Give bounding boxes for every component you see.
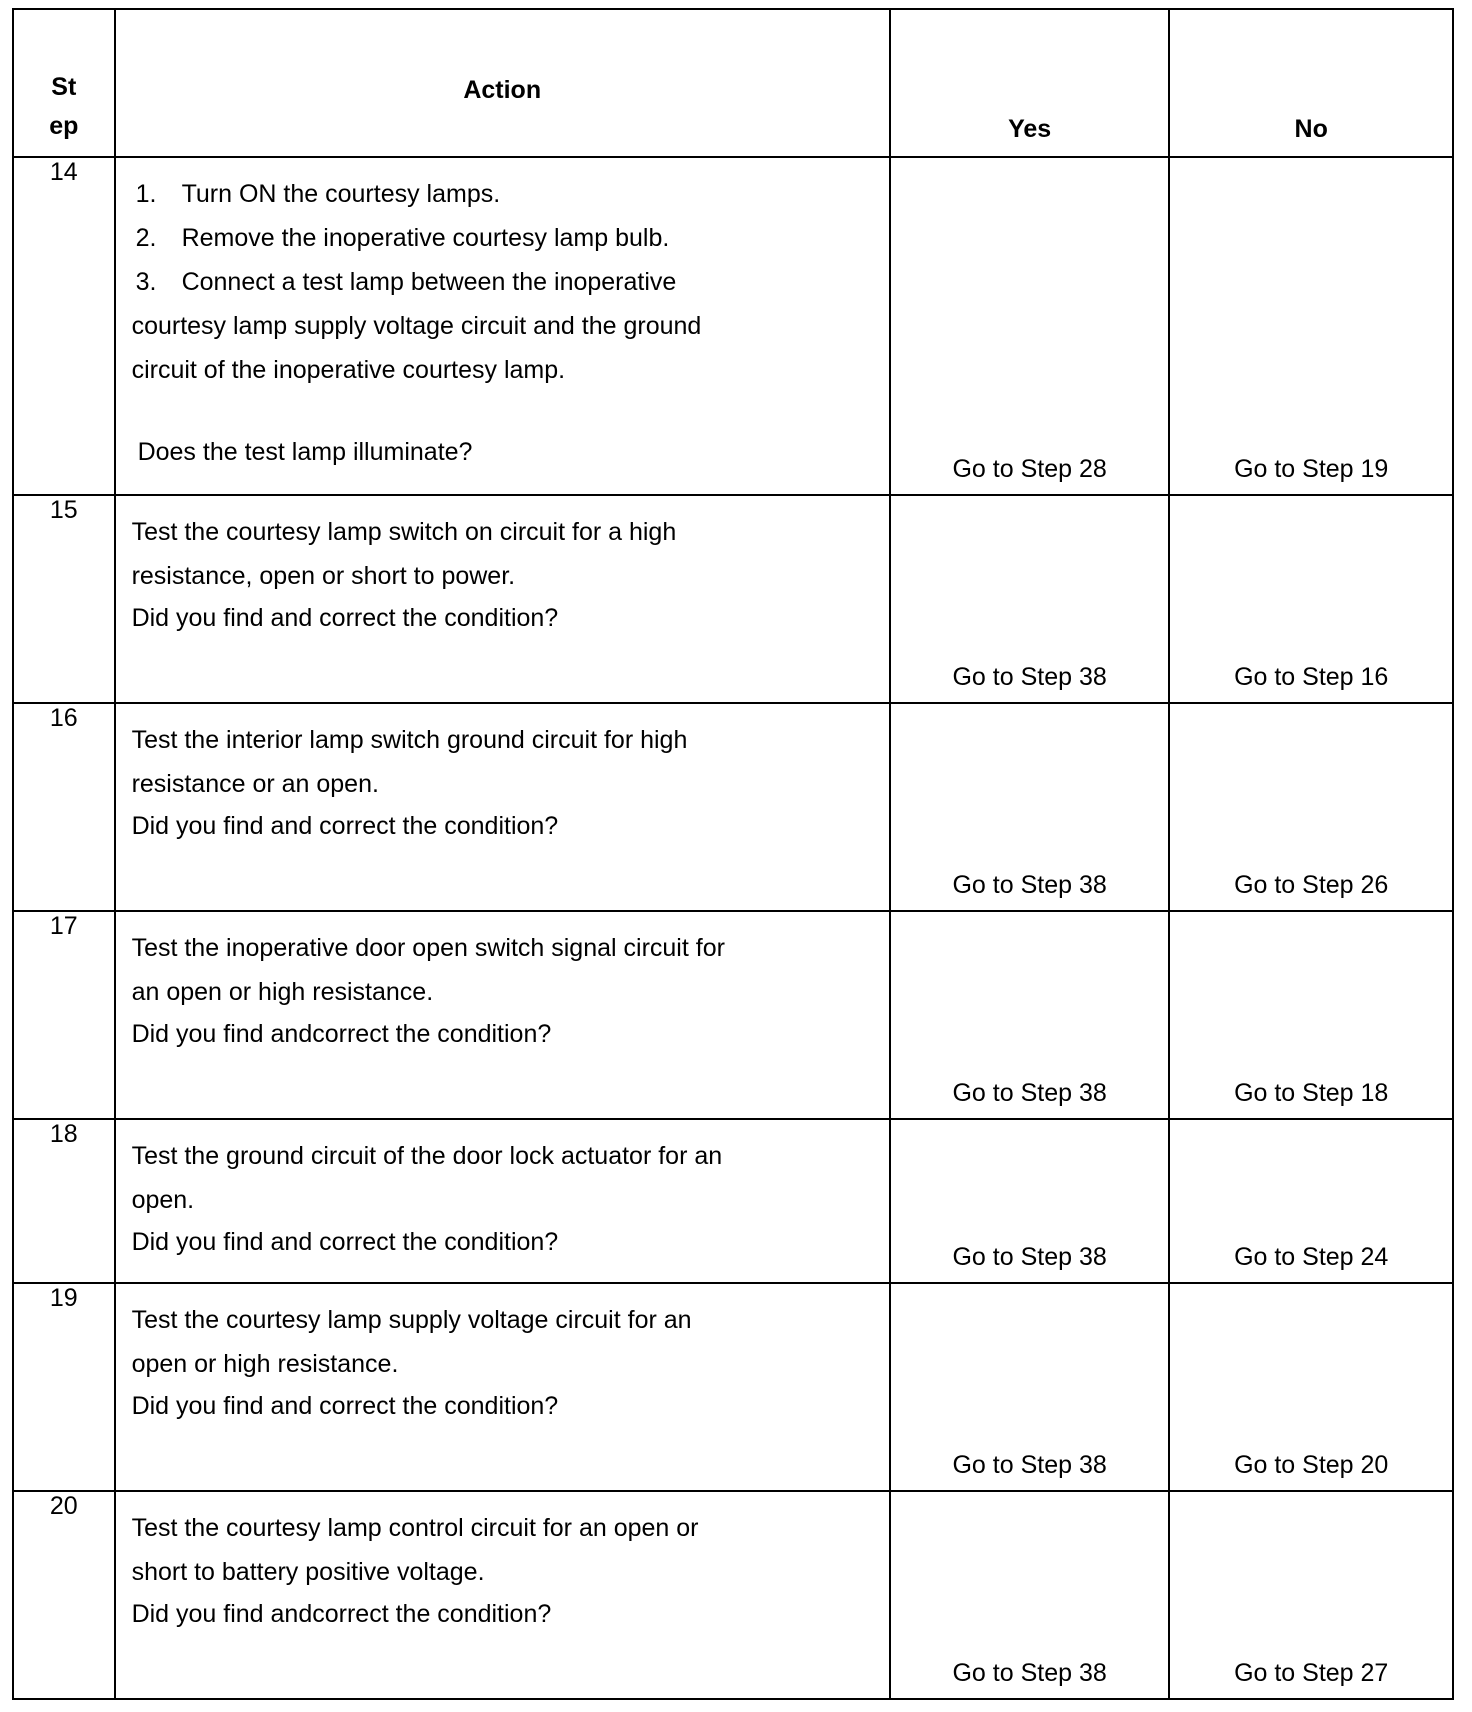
header-no-label: No xyxy=(1294,115,1328,143)
instruction-text: Remove the inoperative courtesy lamp bulb. xyxy=(181,224,670,252)
header-step-line2: ep xyxy=(49,112,79,140)
no-outcome: Go to Step 20 xyxy=(1234,1451,1389,1479)
yes-outcome: Go to Step 38 xyxy=(952,663,1107,691)
no-outcome: Go to Step 16 xyxy=(1234,663,1389,691)
step-number: 20 xyxy=(13,1491,115,1699)
action-cell xyxy=(115,1283,890,1491)
action-question: Did you find andcorrect the condition? xyxy=(131,1020,552,1048)
action-cell xyxy=(115,911,890,1119)
numbered-instruction xyxy=(132,172,889,216)
header-yes-label: Yes xyxy=(1008,115,1052,143)
step-number: 18 xyxy=(13,1119,115,1283)
diagnostic-steps-table xyxy=(12,8,1454,1700)
action-question: Did you find and correct the condition? xyxy=(131,1228,559,1256)
yes-outcome: Go to Step 38 xyxy=(952,1659,1107,1687)
table-row xyxy=(13,703,1453,911)
header-action-label: Action xyxy=(463,76,542,104)
header-no xyxy=(1169,9,1453,157)
action-cell xyxy=(115,703,890,911)
yes-cell xyxy=(890,1119,1170,1283)
no-cell xyxy=(1169,911,1453,1119)
yes-cell xyxy=(890,1283,1170,1491)
step-number: 16 xyxy=(13,703,115,911)
action-text: Test the courtesy lamp control circuit for an open or xyxy=(131,1514,699,1542)
no-cell xyxy=(1169,157,1453,495)
no-outcome: Go to Step 18 xyxy=(1234,1079,1389,1107)
no-cell xyxy=(1169,1283,1453,1491)
action-text: Test the inoperative door open switch signal circuit for xyxy=(131,934,725,962)
yes-outcome: Go to Step 38 xyxy=(952,1243,1107,1271)
instruction-number: 3. xyxy=(135,268,157,296)
action-text: Test the courtesy lamp switch on circuit for a high xyxy=(131,518,677,546)
no-outcome: Go to Step 24 xyxy=(1234,1243,1389,1271)
action-text: Test the courtesy lamp supply voltage circuit for an xyxy=(131,1306,692,1334)
no-outcome: Go to Step 26 xyxy=(1234,871,1389,899)
action-question: Did you find and correct the condition? xyxy=(131,604,559,632)
yes-outcome: Go to Step 28 xyxy=(952,455,1107,483)
action-text: Test the interior lamp switch ground circuit for high xyxy=(131,726,688,754)
instruction-continuation: circuit of the inoperative courtesy lamp. xyxy=(131,356,566,384)
no-outcome: Go to Step 27 xyxy=(1234,1659,1389,1687)
action-question: Does the test lamp illuminate? xyxy=(137,438,473,466)
numbered-instruction xyxy=(132,216,889,260)
step-number: 14 xyxy=(13,157,115,495)
no-cell xyxy=(1169,1119,1453,1283)
action-question: Did you find and correct the condition? xyxy=(131,812,559,840)
table-row xyxy=(13,911,1453,1119)
no-cell xyxy=(1169,495,1453,703)
table-row xyxy=(13,1119,1453,1283)
no-outcome: Go to Step 19 xyxy=(1234,455,1389,483)
step-number: 17 xyxy=(13,911,115,1119)
yes-cell xyxy=(890,157,1170,495)
no-cell xyxy=(1169,1491,1453,1699)
yes-cell xyxy=(890,911,1170,1119)
numbered-instruction xyxy=(132,260,889,304)
yes-cell xyxy=(890,703,1170,911)
header-step-line1: St xyxy=(51,73,77,101)
header-step xyxy=(13,9,115,157)
header-yes xyxy=(890,9,1170,157)
action-cell xyxy=(115,157,890,495)
action-text: resistance or an open. xyxy=(131,770,379,798)
action-text: an open or high resistance. xyxy=(131,978,434,1006)
yes-cell xyxy=(890,1491,1170,1699)
yes-outcome: Go to Step 38 xyxy=(952,1451,1107,1479)
action-text: open. xyxy=(131,1186,195,1214)
instruction-continuation: courtesy lamp supply voltage circuit and the ground xyxy=(131,312,702,340)
table-row xyxy=(13,1283,1453,1491)
action-text: resistance, open or short to power. xyxy=(131,562,516,590)
instruction-text: Connect a test lamp between the inoperative xyxy=(181,268,677,296)
action-cell xyxy=(115,495,890,703)
yes-outcome: Go to Step 38 xyxy=(952,1079,1107,1107)
action-text: short to battery positive voltage. xyxy=(131,1558,485,1586)
header-row xyxy=(13,9,1453,157)
step-number: 15 xyxy=(13,495,115,703)
action-cell xyxy=(115,1491,890,1699)
instruction-number: 1. xyxy=(135,180,157,208)
step-number: 19 xyxy=(13,1283,115,1491)
action-question: Did you find and correct the condition? xyxy=(131,1392,559,1420)
instruction-number: 2. xyxy=(135,224,157,252)
no-cell xyxy=(1169,703,1453,911)
table-row xyxy=(13,495,1453,703)
table-row xyxy=(13,157,1453,495)
action-text: open or high resistance. xyxy=(131,1350,399,1378)
table-row xyxy=(13,1491,1453,1699)
action-question: Did you find andcorrect the condition? xyxy=(131,1600,552,1628)
action-text: Test the ground circuit of the door lock actuator for an xyxy=(131,1142,723,1170)
instruction-text: Turn ON the courtesy lamps. xyxy=(181,180,501,208)
header-action xyxy=(115,9,890,157)
yes-outcome: Go to Step 38 xyxy=(952,871,1107,899)
yes-cell xyxy=(890,495,1170,703)
action-cell xyxy=(115,1119,890,1283)
